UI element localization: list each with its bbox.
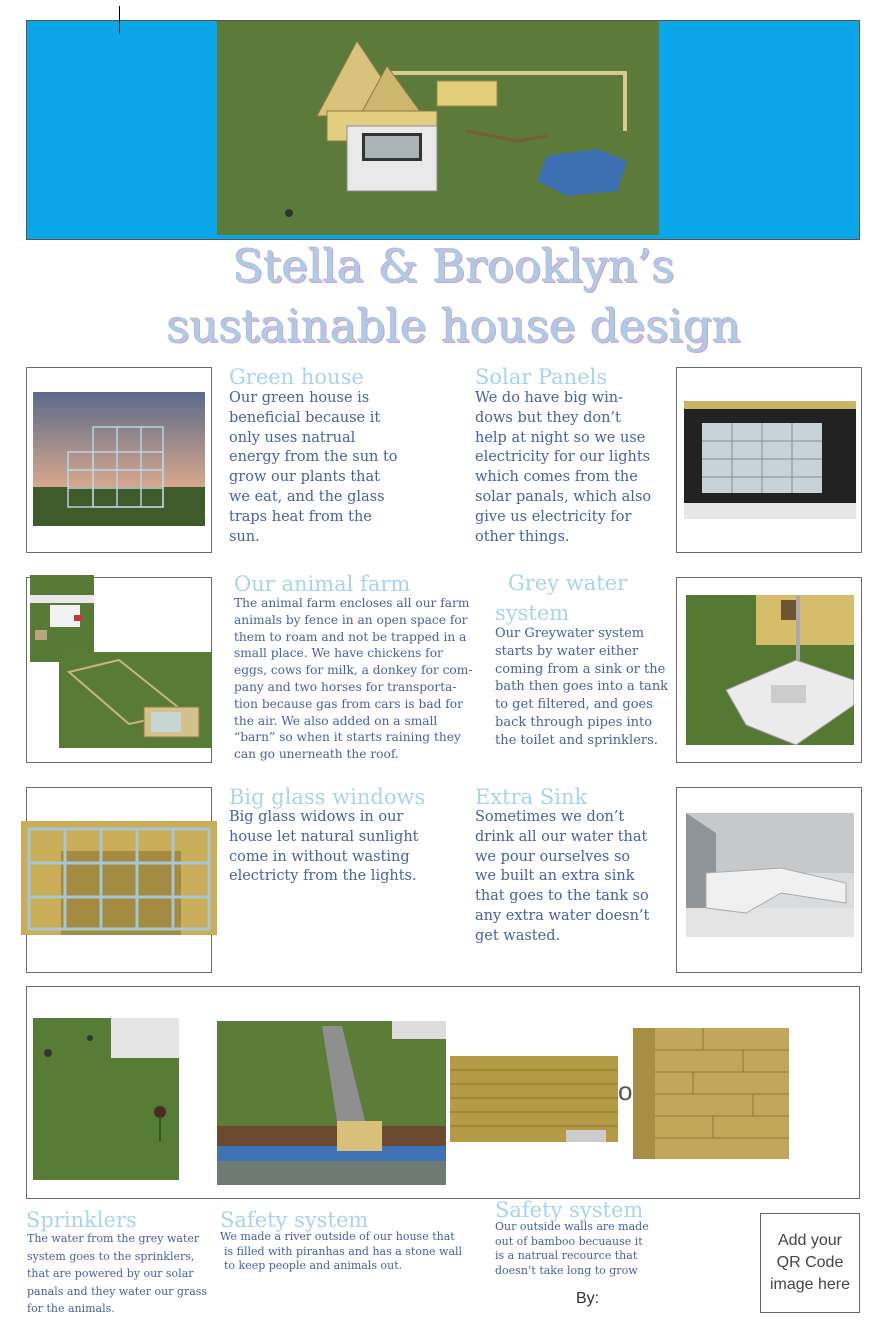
sprinklers-image (33, 1018, 179, 1180)
page-title-line2: sustainable house design (166, 300, 742, 353)
bamboo-wall-image (450, 1056, 618, 1142)
qr-placeholder-line1: Add your (777, 1232, 843, 1249)
green-house-heading: Green house (229, 365, 364, 389)
qr-code-placeholder[interactable] (760, 1213, 860, 1313)
solar-panels-image (684, 401, 856, 519)
banner-tick (119, 6, 120, 34)
bamboo-closeup-image (633, 1028, 789, 1159)
animal-farm-text: The animal farm encloses all our farm animals by fence in an open space for them to roam and not be trapped in a small place. We have chickens for eggs, cows for milk, a donkey for com- pany and two horses for transporta- tion because gas from cars is bad for the air. We also added on a small “barn” so when it starts raining they can go unerneath the roof. (234, 596, 473, 762)
green-house-text: Our green house is beneficial because it only uses natrual energy from the sun to grow our plants that we eat, and the glass traps heat from the sun. (229, 390, 398, 545)
sprinklers-text: The water from the grey water system goes to the sprinklers, that are powered by our solar panals and they water our grass for the animals. (27, 1232, 208, 1315)
farm-aerial-image (59, 652, 212, 748)
green-house-image (33, 392, 205, 526)
banner-screenshot (217, 21, 659, 235)
chicken-image (30, 575, 94, 662)
solar-panels-heading: Solar Panels (475, 365, 608, 389)
sprinklers-heading: Sprinklers (26, 1208, 137, 1232)
stray-character: o (618, 1076, 633, 1106)
banner (26, 20, 860, 240)
extra-sink-heading: Extra Sink (475, 785, 588, 809)
river-image (217, 1021, 446, 1185)
grey-water-heading-line2: system (495, 601, 570, 625)
animal-farm-heading: Our animal farm (234, 572, 411, 596)
house-aerial-image (217, 21, 659, 235)
safety-river-heading: Safety system (220, 1208, 369, 1232)
safety-walls-text: Our outside walls are made out of bamboo becuause it is a natrual recource that doesn’t take long to grow (495, 1220, 649, 1277)
byline: By: (576, 1290, 600, 1307)
glass-windows-text: Big glass widows in our house let natural sunlight come in without wasting electricty from the lights. (229, 809, 419, 885)
extra-sink-image (686, 813, 854, 937)
glass-windows-image (21, 821, 217, 935)
qr-placeholder-line3: image here (769, 1276, 851, 1293)
extra-sink-text: Sometimes we don’t drink all our water that we pour ourselves so we built an extra sink that goes to the tank so any extra water doesn’t get wasted. (475, 809, 650, 944)
qr-placeholder-line2: QR Code (776, 1254, 844, 1271)
glass-windows-heading: Big glass windows (229, 785, 426, 809)
solar-panels-text: We do have big win- dows but they don’t help at night so we use electricity for our lights which comes from the solar panals, which also give us electricity for other things. (475, 390, 652, 545)
grey-water-text: Our Greywater system starts by water either coming from a sink or the bath then goes into a tank to get filtered, and goes back through pipes into the toilet and sprinklers. (495, 626, 669, 748)
safety-river-text: We made a river outside of our house that is filled with piranhas and has a stone wall to keep people and animals out. (220, 1230, 463, 1273)
page-title-line1: Stella & Brooklyn’s (232, 240, 676, 293)
safety-walls-heading: Safety system (495, 1198, 644, 1222)
grey-water-image (686, 595, 854, 745)
grey-water-heading-line1: Grey water (508, 571, 628, 595)
